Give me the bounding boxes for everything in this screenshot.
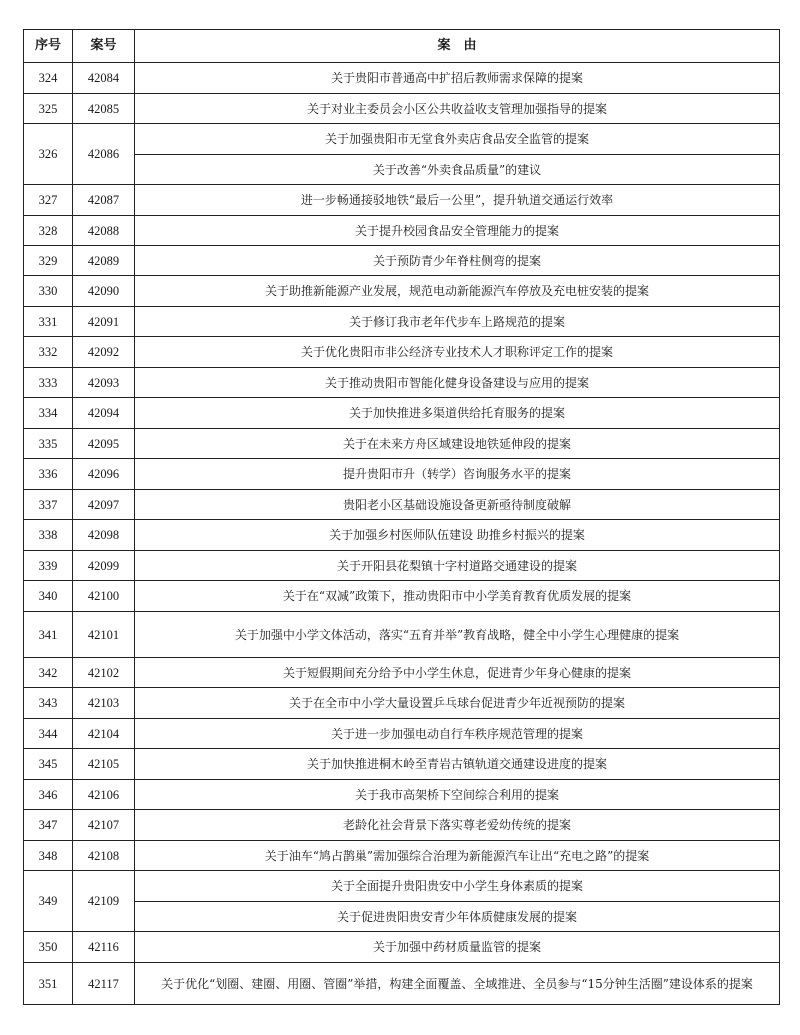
cell-reason: 关于全面提升贵阳贵安中小学生身体素质的提案 <box>135 871 780 902</box>
table-row <box>24 490 780 520</box>
cell-reason: 关于加快推进桐木岭至青岩古镇轨道交通建设进度的提案 <box>135 749 780 780</box>
cell-seq: 337 <box>24 490 73 520</box>
table-row <box>24 658 780 688</box>
cell-reason: 关于我市高架桥下空间综合利用的提案 <box>135 780 780 810</box>
cell-reason: 关于加强贵阳市无堂食外卖店食品安全监管的提案 <box>135 124 780 155</box>
table-row <box>24 429 780 459</box>
cell-case-no: 42094 <box>73 398 135 429</box>
cell-case-no: 42098 <box>73 520 135 551</box>
cell-seq: 329 <box>24 246 73 276</box>
cell-reason: 关于优化“划圈、建圈、用圈、管圈”举措，构建全面覆盖、全域推进、全员参与“15分钟生活圈”建设体系的提案 <box>135 963 780 1005</box>
cell-case-no: 42109 <box>73 871 135 932</box>
cell-case-no: 42108 <box>73 841 135 871</box>
cell-case-no: 42105 <box>73 749 135 780</box>
cell-seq: 330 <box>24 276 73 307</box>
cell-seq: 327 <box>24 185 73 216</box>
cell-case-no: 42090 <box>73 276 135 307</box>
cell-case-no: 42085 <box>73 94 135 124</box>
cell-reason: 老龄化社会背景下落实尊老爱幼传统的提案 <box>135 810 780 841</box>
header-reason: 案 由 <box>135 30 780 63</box>
cell-seq: 324 <box>24 63 73 94</box>
cell-seq: 346 <box>24 780 73 810</box>
cell-case-no: 42086 <box>73 124 135 185</box>
cell-seq: 339 <box>24 551 73 581</box>
cell-seq: 342 <box>24 658 73 688</box>
cell-reason: 关于加强中小学文体活动，落实“五育并举”教育战略，健全中小学生心理健康的提案 <box>135 612 780 658</box>
cell-case-no: 42088 <box>73 216 135 246</box>
table-row <box>24 124 780 155</box>
table-row <box>24 688 780 719</box>
cell-seq: 343 <box>24 688 73 719</box>
cell-reason: 关于在全市中小学大量设置乒乓球台促进青少年近视预防的提案 <box>135 688 780 719</box>
table-row <box>24 963 780 1005</box>
cell-seq: 351 <box>24 963 73 1005</box>
cell-case-no: 42096 <box>73 459 135 490</box>
table-body <box>24 63 780 1005</box>
table-row <box>24 551 780 581</box>
cell-reason: 关于加强中药材质量监管的提案 <box>135 932 780 963</box>
table-row <box>24 185 780 216</box>
cell-case-no: 42095 <box>73 429 135 459</box>
cell-reason: 关于促进贵阳贵安青少年体质健康发展的提案 <box>135 902 780 932</box>
cell-case-no: 42101 <box>73 612 135 658</box>
cell-case-no: 42100 <box>73 581 135 612</box>
cell-seq: 332 <box>24 337 73 368</box>
table-row <box>24 216 780 246</box>
table-row <box>24 307 780 337</box>
cell-seq: 347 <box>24 810 73 841</box>
table-header-row <box>24 30 780 63</box>
table-row <box>24 871 780 902</box>
cell-case-no: 42097 <box>73 490 135 520</box>
cell-reason: 关于短假期间充分给予中小学生休息，促进青少年身心健康的提案 <box>135 658 780 688</box>
cell-seq: 348 <box>24 841 73 871</box>
table-row <box>24 276 780 307</box>
proposals-table <box>23 29 780 1005</box>
table-row <box>24 581 780 612</box>
cell-seq: 349 <box>24 871 73 932</box>
cell-reason: 关于在“双减”政策下，推动贵阳市中小学美育教育优质发展的提案 <box>135 581 780 612</box>
cell-reason: 关于改善“外卖食品质量”的建议 <box>135 155 780 185</box>
cell-case-no: 42117 <box>73 963 135 1005</box>
cell-seq: 325 <box>24 94 73 124</box>
cell-reason: 关于贵阳市普通高中扩招后教师需求保障的提案 <box>135 63 780 94</box>
cell-seq: 344 <box>24 719 73 749</box>
table-row <box>24 841 780 871</box>
cell-case-no: 42084 <box>73 63 135 94</box>
cell-reason: 关于加快推进多渠道供给托育服务的提案 <box>135 398 780 429</box>
cell-reason: 关于开阳县花梨镇十字村道路交通建设的提案 <box>135 551 780 581</box>
cell-seq: 340 <box>24 581 73 612</box>
cell-reason: 关于优化贵阳市非公经济专业技术人才职称评定工作的提案 <box>135 337 780 368</box>
cell-reason: 关于在未来方舟区域建设地铁延伸段的提案 <box>135 429 780 459</box>
cell-seq: 350 <box>24 932 73 963</box>
table-row <box>24 612 780 658</box>
cell-seq: 345 <box>24 749 73 780</box>
cell-seq: 334 <box>24 398 73 429</box>
cell-case-no: 42093 <box>73 368 135 398</box>
cell-reason: 关于加强乡村医师队伍建设 助推乡村振兴的提案 <box>135 520 780 551</box>
cell-case-no: 42103 <box>73 688 135 719</box>
cell-case-no: 42089 <box>73 246 135 276</box>
table-row <box>24 246 780 276</box>
table-row <box>24 520 780 551</box>
table-row <box>24 810 780 841</box>
cell-seq: 335 <box>24 429 73 459</box>
cell-reason: 提升贵阳市升（转学）咨询服务水平的提案 <box>135 459 780 490</box>
cell-seq: 336 <box>24 459 73 490</box>
cell-seq: 338 <box>24 520 73 551</box>
cell-case-no: 42102 <box>73 658 135 688</box>
cell-case-no: 42104 <box>73 719 135 749</box>
cell-reason: 进一步畅通接驳地铁“最后一公里”，提升轨道交通运行效率 <box>135 185 780 216</box>
cell-reason: 关于提升校园食品安全管理能力的提案 <box>135 216 780 246</box>
table-row <box>24 155 780 185</box>
cell-seq: 333 <box>24 368 73 398</box>
table-row <box>24 337 780 368</box>
table-row <box>24 780 780 810</box>
table-row <box>24 719 780 749</box>
cell-seq: 331 <box>24 307 73 337</box>
table-row <box>24 459 780 490</box>
cell-reason: 关于对业主委员会小区公共收益收支管理加强指导的提案 <box>135 94 780 124</box>
cell-seq: 341 <box>24 612 73 658</box>
table-row <box>24 94 780 124</box>
cell-case-no: 42087 <box>73 185 135 216</box>
table-row <box>24 902 780 932</box>
table-row <box>24 368 780 398</box>
cell-reason: 关于进一步加强电动自行车秩序规范管理的提案 <box>135 719 780 749</box>
cell-seq: 326 <box>24 124 73 185</box>
table-row <box>24 932 780 963</box>
cell-case-no: 42091 <box>73 307 135 337</box>
table-row <box>24 398 780 429</box>
cell-seq: 328 <box>24 216 73 246</box>
cell-case-no: 42116 <box>73 932 135 963</box>
header-case-no: 案号 <box>73 30 135 63</box>
cell-reason: 关于预防青少年脊柱侧弯的提案 <box>135 246 780 276</box>
cell-case-no: 42092 <box>73 337 135 368</box>
cell-reason: 关于助推新能源产业发展，规范电动新能源汽车停放及充电桩安装的提案 <box>135 276 780 307</box>
cell-case-no: 42107 <box>73 810 135 841</box>
table-row <box>24 63 780 94</box>
cell-case-no: 42099 <box>73 551 135 581</box>
header-seq: 序号 <box>24 30 73 63</box>
table-row <box>24 749 780 780</box>
cell-reason: 关于推动贵阳市智能化健身设备建设与应用的提案 <box>135 368 780 398</box>
cell-reason: 关于修订我市老年代步车上路规范的提案 <box>135 307 780 337</box>
cell-reason: 贵阳老小区基础设施设备更新亟待制度破解 <box>135 490 780 520</box>
cell-case-no: 42106 <box>73 780 135 810</box>
cell-reason: 关于油车“鸠占鹊巢”需加强综合治理为新能源汽车让出“充电之路”的提案 <box>135 841 780 871</box>
